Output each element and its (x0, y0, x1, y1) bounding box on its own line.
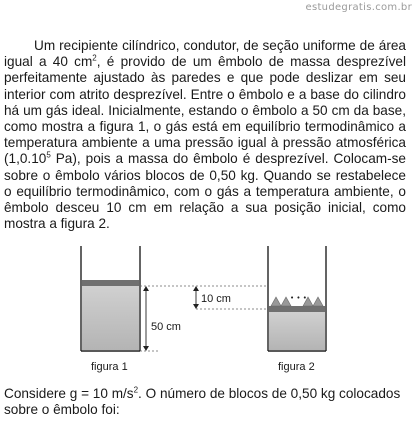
question-text (4, 386, 408, 418)
question-part-1: Considere g = 10 m/s (4, 386, 134, 401)
watermark: estudegratis.com.br (305, 2, 412, 13)
statement-part-2: , é provido de um êmbolo de massa desprezível perfeitamente ajustado às paredes e que pode deslizar em seu interior com atrito desprezível. Entre o êmbolo e a base do cilindro há um gás ideal. Inicialmente, estando o êmbolo a 50 cm da base, como mostra a figura 1, o gás está em equilíbrio termodinâmico a temperatura ambiente a uma pressão igual à pressão atmosférica (1,0.10 (4, 54, 406, 167)
statement-superscript-2: 5 (46, 150, 51, 160)
label-50cm: 50 cm (151, 321, 181, 333)
question-part-2: . O número de blocos de 0,50 kg colocados sobre o êmbolo foi: (4, 386, 401, 418)
problem-statement (4, 38, 406, 232)
statement-superscript-1: 2 (92, 53, 97, 63)
question-superscript: 2 (133, 385, 139, 395)
gas-fill-2 (269, 312, 325, 350)
dimension-lines (140, 286, 268, 351)
caption-figure-1: figura 1 (91, 361, 128, 373)
figure-1-cylinder (81, 246, 140, 351)
statement-part-1: Um recipiente cilíndrico, condutor, de seção uniforme de área igual a 40 cm (4, 38, 406, 70)
piston-1 (82, 280, 139, 286)
blocks-ellipsis: • • • (290, 294, 307, 302)
statement-part-3: Pa), pois a massa do êmbolo é desprezível. Colocam-se sobre o êmbolo vários blocos de 0,50 kg. Quando se restabelece o equilíbrio termodinâmico, com o gás a temperatura ambiente, o êmbolo desceu 10 cm em relação a sua posição inicial, como mostra a figura 2. (4, 151, 406, 232)
caption-figure-2: figura 2 (278, 361, 315, 373)
gas-fill-1 (82, 286, 139, 350)
label-10cm: 10 cm (201, 293, 231, 305)
figure-2-cylinder (268, 246, 326, 351)
cylinder-figures (0, 240, 416, 380)
piston-2 (269, 306, 325, 312)
